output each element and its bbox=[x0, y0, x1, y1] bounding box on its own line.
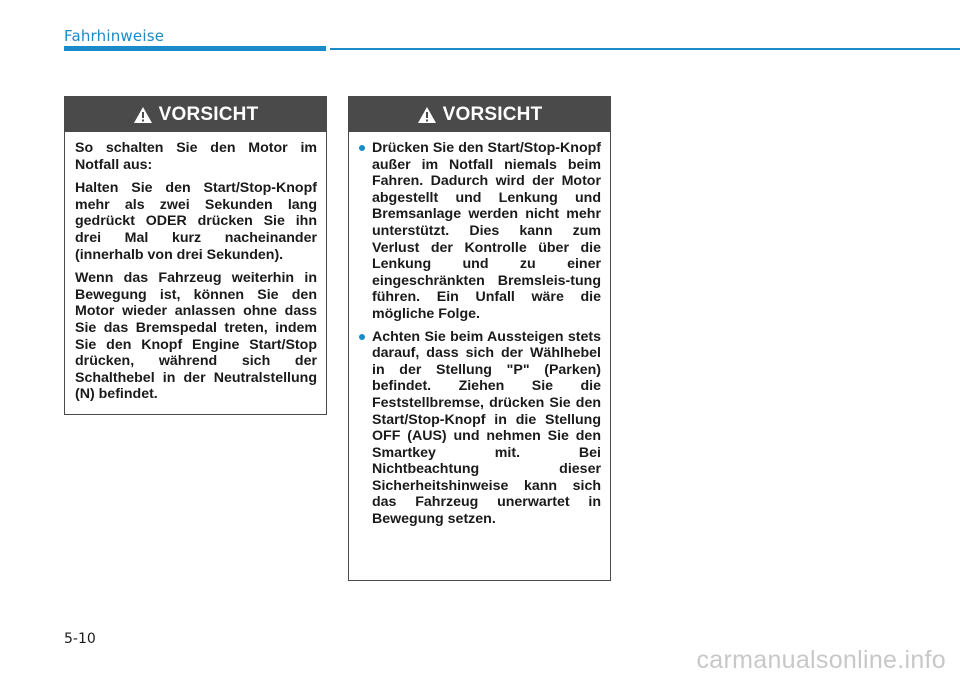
caution-paragraph: So schalten Sie den Motor im Notfall aus: bbox=[75, 140, 317, 173]
caution-paragraph: Halten Sie den Start/Stop-Knopf mehr als zwei Sekunden lang gedrückt ODER drücken Sie ihn drei Mal kurz nacheinander (innerhalb von drei Sekunden). bbox=[75, 180, 317, 263]
watermark: carmanualsonline.info bbox=[696, 646, 946, 674]
section-title: Fahrhinweise bbox=[64, 27, 165, 45]
list-item bbox=[359, 329, 601, 528]
list-item bbox=[359, 140, 601, 323]
page-number: 5-10 bbox=[64, 631, 96, 647]
warning-triangle-icon bbox=[133, 106, 153, 124]
header-rule-thick bbox=[64, 46, 326, 51]
bullet-icon bbox=[359, 334, 365, 340]
caution-title: VORSICHT bbox=[442, 103, 543, 125]
caution-title: VORSICHT bbox=[158, 103, 259, 125]
bullet-icon bbox=[359, 145, 365, 151]
caution-body bbox=[65, 132, 326, 403]
warning-triangle-icon bbox=[417, 106, 437, 124]
caution-box-left bbox=[64, 96, 327, 415]
bullet-text: Drücken Sie den Start/Stop-Knopf außer im Notfall niemals beim Fahren. Dadurch wird der Motor abgestellt und Lenkung und Bremsanlage werden nicht mehr unterstützt. Dies kann zum Verlust der Kontrolle über die Lenkung und zu einer eingeschränkten Bremsleis-tung führen. Ein Unfall wäre die mögliche Folge. bbox=[372, 140, 601, 322]
caution-header bbox=[349, 97, 610, 132]
caution-bullet-list bbox=[359, 140, 601, 528]
header-rule-thin bbox=[330, 48, 960, 50]
caution-header bbox=[65, 97, 326, 132]
caution-paragraph: Wenn das Fahrzeug weiterhin in Bewegung ist, können Sie den Motor wieder anlassen ohne dass Sie das Bremspedal treten, indem Sie den Knopf Engine Start/Stop drücken, während sich der Schalthebel in der Neutralstellung (N) befindet. bbox=[75, 270, 317, 403]
caution-body bbox=[349, 132, 610, 528]
caution-box-right bbox=[348, 96, 611, 581]
bullet-text: Achten Sie beim Aussteigen stets darauf, dass sich der Wählhebel in der Stellung "P" (Parken) befindet. Ziehen Sie die Feststellbremse, drücken Sie den Start/Stop-Knopf in die Stellung OFF (AUS) und nehmen Sie den Smartkey mit. Bei Nichtbeachtung dieser Sicherheitshinweise kann sich das Fahrzeug unerwartet in Bewegung setzen. bbox=[372, 328, 601, 528]
